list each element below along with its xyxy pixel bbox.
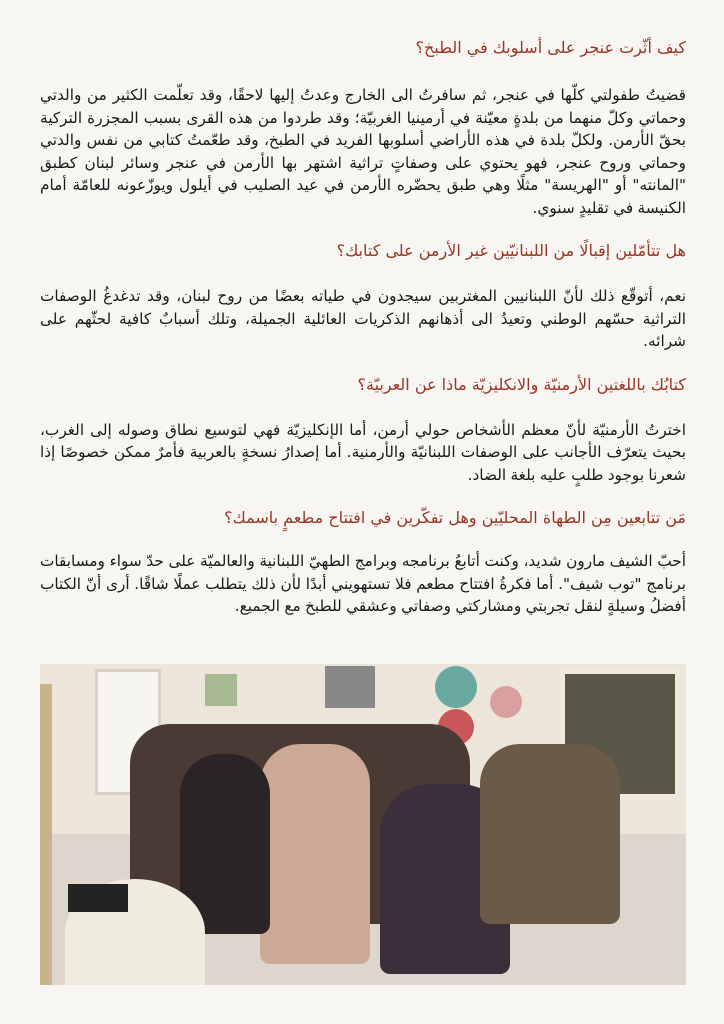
answer-3: اخترتُ الأرمنيّة لأنّ معظم الأشخاص حولي أرمن، أما الإنكليزيّة فهي لتوسيع نطاق وصوله إلى الغرب، بحيث يتعرّف الأجانب على الوصفات اللبنانيّة والأرمنية. أما إصدارُ نسخةٍ بالعربية فأمرٌ ممكن خصوصًا إذا شعرنا بوجود طلبٍ عليه بلغة الضاد. [40, 420, 686, 484]
wall-plate [490, 686, 522, 718]
audience [260, 744, 370, 964]
answer-4: أحبّ الشيف مارون شديد، وكنت أتابعُ برنامجه وبرامج الطهيّ اللبنانية والعالميّة على حدّ سواء ومسابقات برنامج "توب شيف". أما فكرةُ افتتاح مطعم فلا تستهويني أبدًا لأن ذلك يتطلب عملًا شاقًا. أرى أنّ الكتاب أفضلُ وسيلةٍ لنقل تجربتي ومشاركتي وصفاتي وعشقي للطبخ مع الجميع. [40, 552, 686, 615]
event-photo [40, 664, 686, 985]
door-frame [40, 684, 52, 985]
laptop [68, 884, 128, 912]
answer-2: نعم، أتوقّع ذلك لأنّ اللبنانيين المغتربين سيجدون في طياته بعضًا من روح لبنان، وقد تدغدغُ الوصفات التراثية حسّهم الوطني وتعيدُ الى أذهانهم الذكريات العائلية الجميلة، وتلك أسبابٌ كافية لحثّهم على شرائه. [40, 287, 686, 350]
question-3: كتابُك باللغتين الأرمنيّة والانكليزيّة ماذا عن العربيّة؟ [357, 374, 686, 394]
wall-painting [205, 674, 237, 706]
answer-1: قضيتُ طفولتي كلّها في عنجر، ثم سافرتُ الى الخارج وعدتُ إليها لاحقًا، وقد تعلّمت الكثير من والدتي وحماتي وكلّ منهما من بلدةٍ معيّنة في أرمينيا الغربيّة؛ وقد طردوا من هذه القرى بسبب المجزرة التركية بحقّ الأرمن. ولكلّ بلدة في هذه الأراضي أسلوبها الفريد في الطبخ، وقد طعّمتُ كتابي من نفس والدتي وحماتي وروح عنجر، فهو يحتوي على وصفاتٍ تراثية اشتهر بها الأرمن في عنجر وسائر لبنان كطبق "المانته" أو "الهريسة" مثلًا وهي طبق يحضّره الأرمن في عيد الصليب في أيلول ويوزّعونه للعامّة أمام الكنيسة في تقليدٍ سنوي. [40, 86, 686, 217]
question-1: كيف أثّرت عنجر على أسلوبك في الطبخ؟ [415, 38, 686, 57]
wall-painting [325, 666, 375, 708]
question-2: هل تتأمّلين إقبالًا من اللبنانيّين غير الأرمن على كتابك؟ [336, 241, 686, 260]
audience [480, 744, 620, 924]
question-4: مَن تتابعين مِن الطهاة المحليّين وهل تفكّرين في افتتاح مطعمٍ باسمك؟ [224, 508, 686, 527]
article [40, 36, 686, 618]
wall-plate [435, 666, 477, 708]
